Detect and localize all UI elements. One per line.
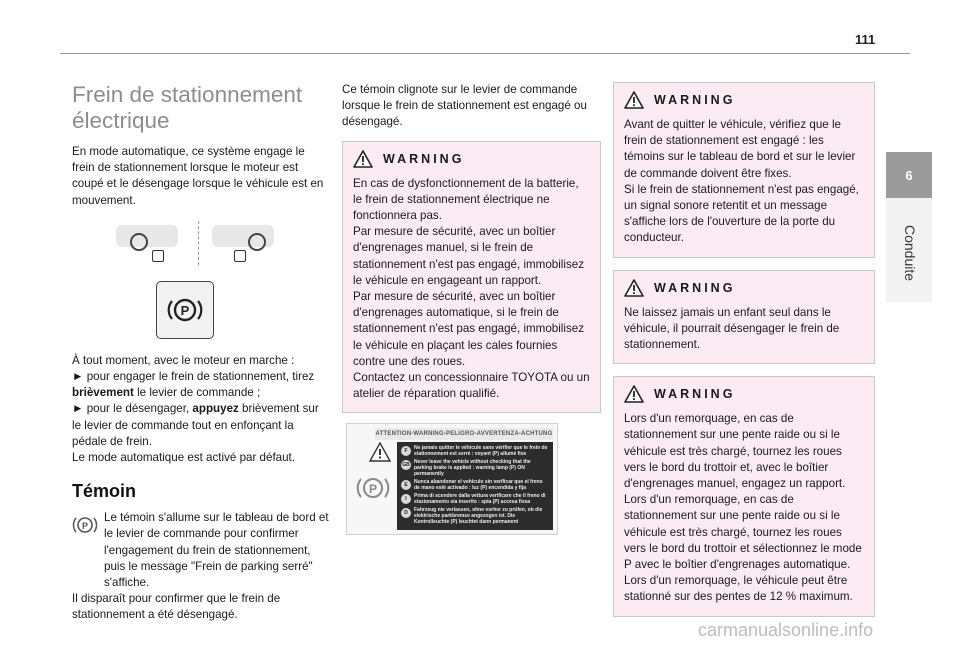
parking-brake-warning-icon xyxy=(72,512,98,538)
warning-line: Si le frein de stationnement n'est pas engagé, un signal sonore retentit et un message s'affiche lors de l'ouverture de la porte du conducteur. xyxy=(624,182,859,245)
column-2 xyxy=(342,82,601,535)
intro-paragraph: En mode automatique, ce système engage le frein de stationnement lorsque le moteur est coupé et le désengage lorsque le véhicule est en mouvement. xyxy=(72,145,324,207)
warning-label-figure xyxy=(346,423,558,535)
engage-instruction: ► pour engager le frein de stationnement, tirez brièvement le levier de commande ; xyxy=(72,370,315,400)
instruction-line: À tout moment, avec le moteur en marche : xyxy=(72,353,295,367)
temoin-text-2: Il disparaît pour confirmer que le frein de stationnement a été désengagé. xyxy=(72,592,281,622)
temoin-text: Le témoin s'allume sur le tableau de bord et le levier de commande pour confirmer l'engagement du frein de stationnement, puis le message "Frein de parking serré" s'affiche. xyxy=(104,511,329,590)
warning-header xyxy=(624,279,864,297)
warning-triangle-icon xyxy=(624,91,644,109)
chapter-tab xyxy=(886,152,932,302)
section-title: Frein de stationnement électrique xyxy=(72,82,303,133)
label-row: D Fahrzeug nie verlassen, ohne vorher zu prüfen, ob die elektrische parkbremse angezogen ist. Die Kontrolleuchte (P) leuchtet dann permanent xyxy=(401,507,549,525)
svg-text:P: P xyxy=(368,482,378,497)
label-row: E Nunca abandonar el vehículo sin verificar que el freno de mano esté activado : luz (P) encendida y fija xyxy=(401,479,549,491)
warning-line: Lors d'un remorquage, le véhicule peut être stationné sur des pentes de 12 % maximum. xyxy=(624,574,853,604)
parking-brake-icon xyxy=(355,470,391,506)
warning-triangle-icon xyxy=(624,385,644,403)
parking-brake-switch-icon xyxy=(156,281,214,339)
blink-note: Ce témoin clignote sur le levier de commande lorsque le frein de stationnement est engagé ou désengagé. xyxy=(342,83,587,129)
svg-text:P: P xyxy=(81,521,89,532)
control-lever-figure xyxy=(72,221,330,275)
chapter-label-wrap xyxy=(892,208,928,298)
warning-line: Avant de quitter le véhicule, vérifiez que le frein de stationnement est engagé : les témoins sur le tableau de bord et sur le levier de commande doivent être fixes. xyxy=(624,118,856,180)
page-number: 111 xyxy=(855,32,876,47)
figure-divider xyxy=(198,221,199,265)
lever-switch-icon xyxy=(234,250,246,262)
release-instruction: ► pour le désengager, appuyez brièvement sur le levier de commande tout en enfonçant la pédale de frein. xyxy=(72,402,319,448)
label-text-panel xyxy=(397,442,553,530)
temoin-heading: Témoin xyxy=(72,481,137,502)
temoin-block xyxy=(72,510,330,591)
warning-line: Lors d'un remorquage, en cas de stationnement sur une pente raide ou si le véhicule est très chargé, tournez les roues vers le bord du trottoir et sélectionnez le mode P avec le boîtier d'engrenages automatique. xyxy=(624,493,862,572)
warning-title: WARNING xyxy=(654,387,736,402)
warning-header xyxy=(624,385,864,403)
warning-box xyxy=(613,376,875,616)
warning-line: En cas de dysfonctionnement de la batterie, le frein de stationnement électrique ne fonctionnera pas. xyxy=(353,176,579,223)
warning-line: Par mesure de sécurité, avec un boîtier d'engrenages automatique, si le frein de stationnement n'est pas engagé, immobilisez le véhicule en plaçant les cales fournies contre une des roues. xyxy=(353,290,584,368)
warning-line: Lors d'un remorquage, en cas de stationnement sur une pente raide ou si le véhicule est très chargé, tournez les roues vers le bord du trottoir et, avec le boîtier d'engrenages manuel, engagez un rapport. xyxy=(624,412,846,491)
label-header: ATTENTION-WARNING-PELIGRO-AVVERTENZA-ACHTUNG xyxy=(375,428,553,440)
warning-line: Par mesure de sécurité, avec un boîtier d'engrenages manuel, si le frein de stationnement n'est pas engagé, immobilisez le véhicule en engageant un rapport. xyxy=(353,225,584,287)
warning-title: WARNING xyxy=(383,151,465,166)
warning-line: Ne laissez jamais un enfant seul dans le véhicule, il pourrait désengager le frein de stationnement. xyxy=(624,305,840,352)
label-row: I Prima di scendere dalla vettura verificare che il freno di stazionamento sia inserito : spia (P) accesa fissa xyxy=(401,493,549,505)
warning-title: WARNING xyxy=(654,280,736,295)
warning-line: Contactez un concessionnaire TOYOTA ou un atelier de réparation qualifié. xyxy=(353,371,590,401)
svg-text:P: P xyxy=(180,302,190,318)
warning-title: WARNING xyxy=(654,92,736,107)
default-mode-note: Le mode automatique est activé par défaut. xyxy=(72,451,295,465)
steering-wheel-icon xyxy=(130,233,148,251)
steering-wheel-icon xyxy=(248,233,266,251)
chapter-label: Conduite xyxy=(902,224,919,282)
site-watermark: carmanualsonline.info xyxy=(698,620,874,640)
header-rule xyxy=(60,53,910,54)
label-row: GB Never leave the vehicle without checking that the parking brake is applied : warning lamp (P) ON permanently xyxy=(402,459,531,478)
warning-header xyxy=(353,150,590,168)
warning-triangle-icon xyxy=(624,279,644,297)
label-row: F Ne jamais quitter le véhicule sans vérifier que le frein de stationnement est serré : voyant (P) allumé fixe xyxy=(401,445,549,457)
warning-header xyxy=(624,91,864,109)
warning-triangle-icon xyxy=(369,442,391,462)
warning-box xyxy=(613,82,875,258)
column-3 xyxy=(613,82,875,617)
warning-box xyxy=(342,141,601,414)
warning-box xyxy=(613,270,875,365)
lever-switch-icon xyxy=(152,250,164,262)
chapter-number: 6 xyxy=(886,152,932,198)
warning-triangle-icon xyxy=(353,150,373,168)
column-1 xyxy=(72,82,330,624)
